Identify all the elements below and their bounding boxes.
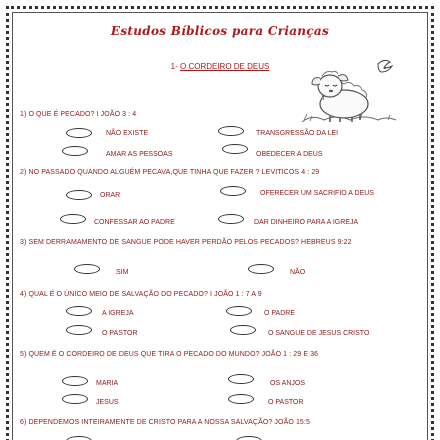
option-q4-b: O PADRE xyxy=(264,310,295,317)
option-q4-d: O SANGUE DE JESUS CRISTO xyxy=(268,330,370,337)
option-q2-a: ORAR xyxy=(100,192,121,199)
answer-bubble-q2-c[interactable] xyxy=(60,214,86,224)
question-2: 2) NO PASSADO QUANDO ALGUÉM PECAVA,QUE TINHA QUE FAZER ? LEVITICOS 4 : 29 xyxy=(20,169,320,176)
answer-bubble-q6-b[interactable] xyxy=(236,436,262,440)
question-1: 1) O QUE É PECADO? I JOÃO 3 : 4 xyxy=(20,111,137,118)
answer-bubble-q5-d[interactable] xyxy=(228,394,254,404)
question-3: 3) SEM DERRAMAMENTO DE SANGUE PODE HAVER PERDÃO PELOS PECADOS? HEBREUS 9:22 xyxy=(20,239,352,246)
question-4: 4) QUAL É O ÚNICO MEIO DE SALVAÇÃO DO PECADO? I JOÃO 1 : 7 A 9 xyxy=(20,291,262,298)
option-q1-c: AMAR AS PESSOAS xyxy=(106,151,173,158)
option-q5-d: O PASTOR xyxy=(268,399,304,406)
answer-bubble-q6-a[interactable] xyxy=(66,436,92,440)
option-q1-b: TRANSGRESSÃO DA LEI xyxy=(256,130,339,137)
answer-bubble-q3-a[interactable] xyxy=(74,264,100,274)
answer-bubble-q4-a[interactable] xyxy=(66,306,92,316)
answer-bubble-q1-a[interactable] xyxy=(66,128,92,138)
answer-bubble-q4-c[interactable] xyxy=(66,325,92,335)
option-q5-b: OS ANJOS xyxy=(270,380,306,387)
option-q4-c: O PASTOR xyxy=(102,330,138,337)
option-q5-a: MARIA xyxy=(96,380,119,387)
answer-bubble-q5-b[interactable] xyxy=(228,374,254,384)
option-q1-a: NÃO EXISTE xyxy=(106,130,149,137)
lesson-name: O CORDEIRO DE DEUS xyxy=(180,62,270,71)
answer-bubble-q5-c[interactable] xyxy=(62,394,88,404)
answer-bubble-q5-a[interactable] xyxy=(62,376,88,386)
lesson-number: 1- xyxy=(170,62,178,71)
option-q5-c: JESUS xyxy=(96,399,119,406)
answer-bubble-q2-a[interactable] xyxy=(66,190,92,200)
option-q2-b: OFERECER UM SACRIFIO A DEUS xyxy=(260,190,374,197)
option-q2-c: CONFESSAR AO PADRE xyxy=(94,219,175,226)
option-q4-a: A IGREJA xyxy=(102,310,134,317)
option-q2-d: DAR DINHEIRO PARA A IGREJA xyxy=(254,219,359,226)
question-6: 6) DEPENDEMOS INTEIRAMENTE DE CRISTO PARA A NOSSA SALVAÇÃO? JOÃO 15:5 xyxy=(20,419,310,426)
answer-bubble-q4-d[interactable] xyxy=(230,325,256,335)
option-q1-d: OBEDECER A DEUS xyxy=(256,151,323,158)
answer-bubble-q1-b[interactable] xyxy=(218,126,244,136)
worksheet-title: Estudos Bíblicos para Crianças xyxy=(110,24,330,38)
answer-bubble-q2-b[interactable] xyxy=(220,186,246,196)
answer-bubble-q1-d[interactable] xyxy=(222,144,248,154)
answer-bubble-q2-d[interactable] xyxy=(218,214,244,224)
lamb-illustration xyxy=(300,50,400,130)
question-5: 5) QUEM É O CORDEIRO DE DEUS QUE TIRA O PECADO DO MUNDO? JOÃO 1 : 29 E 36 xyxy=(20,351,319,358)
answer-bubble-q3-b[interactable] xyxy=(248,264,274,274)
answer-bubble-q1-c[interactable] xyxy=(62,146,88,156)
answer-bubble-q4-b[interactable] xyxy=(226,306,252,316)
option-q3-a: SIM xyxy=(116,269,129,276)
option-q3-b: NÃO xyxy=(290,269,306,276)
